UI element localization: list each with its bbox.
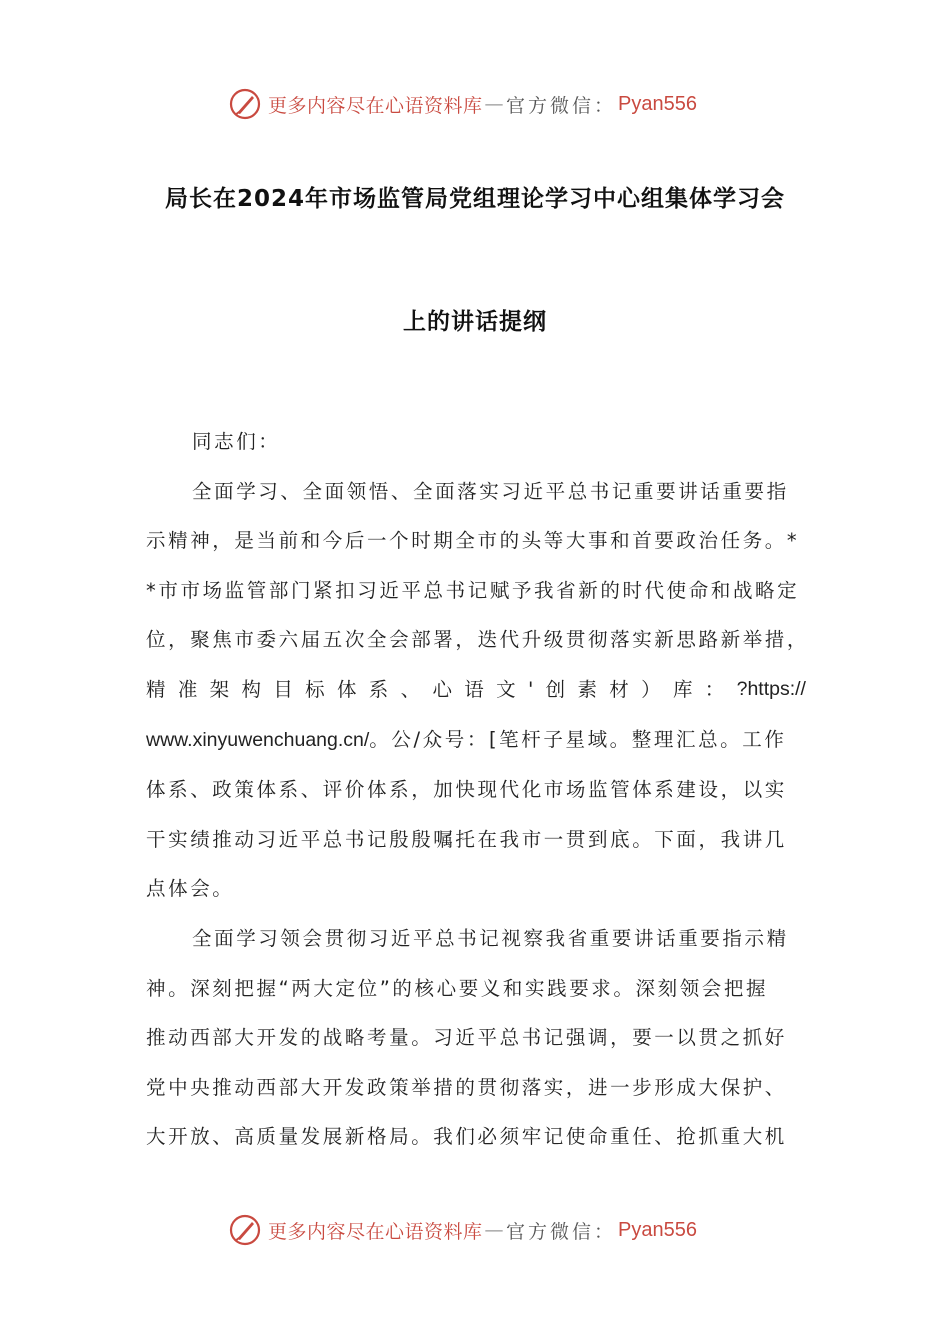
char: 语 <box>464 677 484 701</box>
char: 标 <box>305 677 325 701</box>
para2-line: 党中央推动西部大开发政策举措的贯彻落实，进一步形成大保护、 <box>146 1075 787 1099</box>
para2-line: 大开放、高质量发展新格局。我们必须牢记使命重任、抢抓重大机 <box>146 1125 787 1149</box>
para2-line: 全面学习领会贯彻习近平总书记视察我省重要讲话重要指示精 <box>192 926 789 950</box>
wechat-label: 官方微信： <box>506 1220 617 1243</box>
para1-line: *市市场监管部门紧扣习近平总书记赋予我省新的时代使命和战略定 <box>146 578 800 602</box>
banner-text: 更多内容尽在心语资料库 <box>268 1220 483 1243</box>
char: 构 <box>241 677 261 701</box>
para2-line: 神。深刻把握“两大定位”的核心要义和实践要求。深刻领会把握 <box>146 976 769 1000</box>
char: 心 <box>432 677 452 701</box>
para1-line: 干实绩推动习近平总书记殷殷嘱托在我市一贯到底。下面，我讲几 <box>146 827 787 851</box>
header-watermark-banner <box>228 84 697 124</box>
para1-line: 点体会。 <box>146 877 235 901</box>
char: ） <box>641 677 661 701</box>
char: 库 <box>672 677 693 701</box>
para1-url-line <box>146 715 806 766</box>
quill-logo-icon <box>228 87 262 121</box>
char: 准 <box>177 677 198 701</box>
wechat-id: Pyan556 <box>618 1218 697 1241</box>
footer-watermark-banner <box>228 1210 697 1250</box>
char: 系 <box>368 677 389 701</box>
char: 精 <box>146 677 166 701</box>
document-title-line2: 上的讲话提纲 <box>403 309 547 335</box>
char: ' <box>527 677 534 701</box>
para1-line: 全面学习、全面领悟、全面落实习近平总书记重要讲话重要指 <box>192 479 789 503</box>
char: 体 <box>336 677 357 701</box>
char: 架 <box>209 677 230 701</box>
wechat-label: 官方微信： <box>506 94 617 117</box>
url-start: ?https:// <box>736 677 806 700</box>
char: 目 <box>273 677 293 701</box>
banner-text: 更多内容尽在心语资料库 <box>268 94 483 117</box>
char: 文 <box>496 677 516 701</box>
char: 创 <box>545 677 566 701</box>
banner-dash: — <box>484 1219 505 1241</box>
document-body <box>146 417 810 1162</box>
para1-spread-line <box>146 665 806 715</box>
para2-line: 推动西部大开发的战略考量。习近平总书记强调，要一以贯之抓好 <box>146 1026 787 1050</box>
document-title-line1: 局长在2024年市场监管局党组理论学习中心组集体学习会 <box>164 186 785 212</box>
char: ： <box>704 677 725 701</box>
quill-logo-icon <box>228 1213 262 1247</box>
char: 材 <box>609 677 629 701</box>
url-text: www.xinyuwenchuang.cn/ <box>146 728 370 751</box>
para1-line: 位，聚焦市委六届五次全会部署，迭代升级贯彻落实新思路新举措， <box>146 628 810 652</box>
para1-after-url: 。公/众号：[笔杆子星域。整理汇总。工作 <box>369 727 787 751</box>
para1-line: 体系、政策体系、评价体系，加快现代化市场监管体系建设，以实 <box>146 778 787 802</box>
char: 素 <box>577 677 597 701</box>
para1-line: 示精神，是当前和今后一个时期全市的头等大事和首要政治任务。* <box>146 529 800 553</box>
wechat-id: Pyan556 <box>618 92 697 115</box>
banner-dash: — <box>484 93 505 115</box>
char: 、 <box>400 677 421 701</box>
greeting: 同志们： <box>192 430 281 453</box>
